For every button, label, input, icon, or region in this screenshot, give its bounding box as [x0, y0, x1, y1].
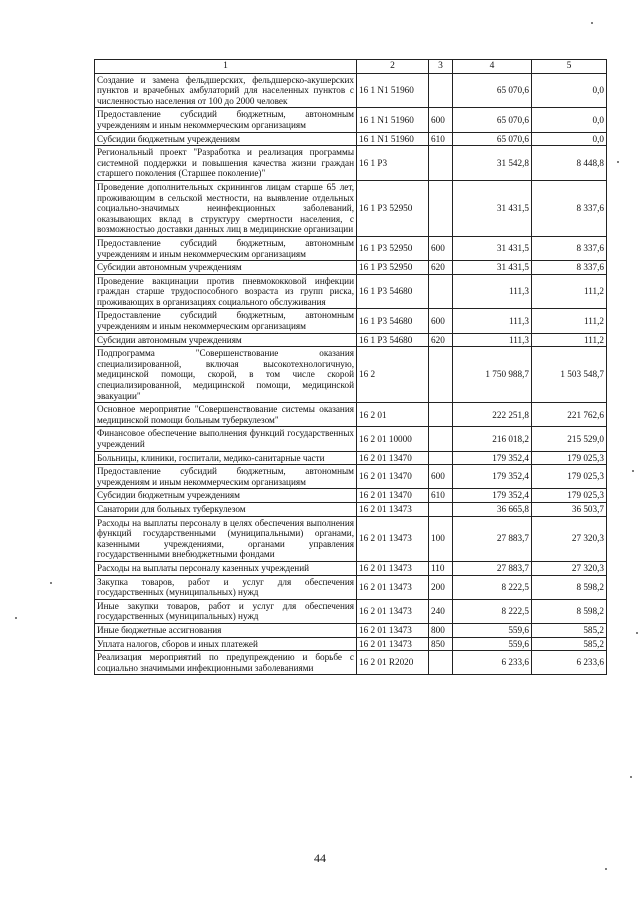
- header-cell: 1: [95, 60, 357, 74]
- row-name-cell: Закупка товаров, работ и услуг для обеспечения государственных (муниципальных) нужд: [95, 575, 357, 599]
- table-row: [95, 347, 607, 403]
- row-kvr-cell: 600: [429, 236, 453, 260]
- row-name-cell: Региональный проект "Разработка и реализация программы системной поддержки и повышения качества жизни граждан старшего поколения (Старшее поколение)": [95, 146, 357, 181]
- table-row: [95, 489, 607, 503]
- row-kvr-cell: 850: [429, 637, 453, 651]
- budget-table: [94, 59, 607, 675]
- row-kvr-cell: [429, 403, 453, 427]
- row-code-cell: 16 1 N1 51960: [357, 73, 429, 108]
- table-row: [95, 132, 607, 146]
- table-row: [95, 73, 607, 108]
- table-row: [95, 274, 607, 309]
- row-code-cell: 16 1 P3 54680: [357, 274, 429, 309]
- row-name-cell: Иные закупки товаров, работ и услуг для обеспечения государственных (муниципальных) нужд: [95, 599, 357, 623]
- row-amount-2020-cell: 111,3: [453, 333, 532, 347]
- row-kvr-cell: 800: [429, 623, 453, 637]
- row-amount-2021-cell: 111,2: [532, 274, 607, 309]
- table-row: [95, 146, 607, 181]
- row-kvr-cell: [429, 274, 453, 309]
- table-row: [95, 108, 607, 132]
- row-kvr-cell: 200: [429, 575, 453, 599]
- row-name-cell: Уплата налогов, сборов и иных платежей: [95, 637, 357, 651]
- table-row: [95, 451, 607, 465]
- table-row: [95, 637, 607, 651]
- row-kvr-cell: 100: [429, 516, 453, 561]
- row-name-cell: Иные бюджетные ассигнования: [95, 623, 357, 637]
- row-code-cell: 16 1 P3 52950: [357, 261, 429, 275]
- row-amount-2020-cell: 31 431,5: [453, 261, 532, 275]
- row-amount-2020-cell: 8 222,5: [453, 599, 532, 623]
- table-row: [95, 403, 607, 427]
- row-code-cell: 16 2 01 13470: [357, 451, 429, 465]
- row-kvr-cell: [429, 146, 453, 181]
- row-name-cell: Расходы на выплаты персоналу в целях обеспечения выполнения функций государственными (муниципальными) органами, казенными учреждениями, органами управления государственными внебюджетными фондами: [95, 516, 357, 561]
- row-kvr-cell: 620: [429, 261, 453, 275]
- row-amount-2020-cell: 216 018,2: [453, 427, 532, 451]
- row-amount-2020-cell: 27 883,7: [453, 516, 532, 561]
- row-code-cell: 16 2 01 10000: [357, 427, 429, 451]
- row-kvr-cell: [429, 451, 453, 465]
- row-name-cell: Реализация мероприятий по предупреждению и борьбе с социально значимыми инфекционными заболеваниями: [95, 651, 357, 675]
- row-amount-2020-cell: 559,6: [453, 623, 532, 637]
- row-amount-2020-cell: 179 352,4: [453, 451, 532, 465]
- row-amount-2020-cell: 179 352,4: [453, 489, 532, 503]
- table-row: [95, 623, 607, 637]
- row-code-cell: 16 1 P3: [357, 146, 429, 181]
- row-kvr-cell: 610: [429, 489, 453, 503]
- row-code-cell: 16 2 01 R2020: [357, 651, 429, 675]
- table-row: [95, 599, 607, 623]
- row-amount-2021-cell: 8 337,6: [532, 236, 607, 260]
- row-name-cell: Предоставление субсидий бюджетным, автономным учреждениям и иным некоммерческим организациям: [95, 236, 357, 260]
- row-kvr-cell: 600: [429, 465, 453, 489]
- row-amount-2020-cell: 65 070,6: [453, 73, 532, 108]
- scan-speck: [50, 582, 52, 584]
- row-amount-2021-cell: 111,2: [532, 309, 607, 333]
- row-amount-2021-cell: 0,0: [532, 73, 607, 108]
- table-row: [95, 427, 607, 451]
- row-amount-2021-cell: 179 025,3: [532, 465, 607, 489]
- row-amount-2020-cell: 31 431,5: [453, 236, 532, 260]
- row-code-cell: 16 1 N1 51960: [357, 108, 429, 132]
- row-kvr-cell: 620: [429, 333, 453, 347]
- table-row: [95, 575, 607, 599]
- row-name-cell: Субсидии автономным учреждениям: [95, 333, 357, 347]
- row-code-cell: 16 2 01 13473: [357, 575, 429, 599]
- row-amount-2021-cell: 8 337,6: [532, 261, 607, 275]
- row-amount-2021-cell: 8 337,6: [532, 180, 607, 236]
- row-code-cell: 16 2 01 13470: [357, 465, 429, 489]
- scan-speck: [15, 617, 17, 619]
- row-kvr-cell: [429, 502, 453, 516]
- row-amount-2021-cell: 0,0: [532, 132, 607, 146]
- row-code-cell: 16 1 P3 52950: [357, 236, 429, 260]
- row-amount-2021-cell: 36 503,7: [532, 502, 607, 516]
- row-amount-2020-cell: 179 352,4: [453, 465, 532, 489]
- table-row: [95, 561, 607, 575]
- row-name-cell: Проведение дополнительных скринингов лицам старше 65 лет, проживающим в сельской местности, на выявление отдельных социально-значимых неинфекционных заболеваний, оказывающих вклад в структуру смертности населения, с возможностью доставки данных лиц в медицинские организации: [95, 180, 357, 236]
- row-amount-2020-cell: 31 431,5: [453, 180, 532, 236]
- row-kvr-cell: 110: [429, 561, 453, 575]
- row-name-cell: Санатории для больных туберкулезом: [95, 502, 357, 516]
- row-amount-2021-cell: 111,2: [532, 333, 607, 347]
- row-amount-2021-cell: 6 233,6: [532, 651, 607, 675]
- row-amount-2021-cell: 8 598,2: [532, 575, 607, 599]
- row-kvr-cell: 600: [429, 108, 453, 132]
- row-name-cell: Больницы, клиники, госпитали, медико-санитарные части: [95, 451, 357, 465]
- row-amount-2020-cell: 65 070,6: [453, 108, 532, 132]
- row-kvr-cell: 240: [429, 599, 453, 623]
- header-cell: 4: [453, 60, 532, 74]
- row-amount-2021-cell: 585,2: [532, 623, 607, 637]
- row-amount-2021-cell: 0,0: [532, 108, 607, 132]
- row-amount-2021-cell: 8 598,2: [532, 599, 607, 623]
- row-amount-2020-cell: 111,3: [453, 309, 532, 333]
- row-amount-2021-cell: 27 320,3: [532, 561, 607, 575]
- row-amount-2020-cell: 559,6: [453, 637, 532, 651]
- header-cell: 2: [357, 60, 429, 74]
- scan-speck: [605, 868, 607, 870]
- row-amount-2020-cell: 111,3: [453, 274, 532, 309]
- row-code-cell: 16 1 P3 54680: [357, 309, 429, 333]
- row-name-cell: Субсидии бюджетным учреждениям: [95, 489, 357, 503]
- row-code-cell: 16 2 01 13470: [357, 489, 429, 503]
- scan-speck: [632, 470, 634, 472]
- row-code-cell: 16 2 01 13473: [357, 561, 429, 575]
- row-kvr-cell: [429, 651, 453, 675]
- row-amount-2020-cell: 27 883,7: [453, 561, 532, 575]
- row-amount-2020-cell: 8 222,5: [453, 575, 532, 599]
- table-row: [95, 333, 607, 347]
- table-row: [95, 261, 607, 275]
- row-name-cell: Финансовое обеспечение выполнения функций государственных учреждений: [95, 427, 357, 451]
- row-amount-2021-cell: 585,2: [532, 637, 607, 651]
- table-row: [95, 236, 607, 260]
- scan-speck: [630, 776, 632, 778]
- scan-speck: [636, 632, 638, 634]
- header-cell: 3: [429, 60, 453, 74]
- row-amount-2020-cell: 31 542,8: [453, 146, 532, 181]
- table-row: [95, 502, 607, 516]
- row-amount-2020-cell: 65 070,6: [453, 132, 532, 146]
- row-code-cell: 16 2 01 13473: [357, 502, 429, 516]
- row-code-cell: 16 2 01 13473: [357, 623, 429, 637]
- row-kvr-cell: [429, 73, 453, 108]
- row-amount-2021-cell: 1 503 548,7: [532, 347, 607, 403]
- row-code-cell: 16 2: [357, 347, 429, 403]
- table-header-row: [95, 60, 607, 74]
- row-name-cell: Основное мероприятие "Совершенствование системы оказания медицинской помощи больным туберкулезом": [95, 403, 357, 427]
- row-name-cell: Предоставление субсидий бюджетным, автономным учреждениям и иным некоммерческим организациям: [95, 108, 357, 132]
- row-amount-2020-cell: 36 665,8: [453, 502, 532, 516]
- row-kvr-cell: [429, 347, 453, 403]
- table-row: [95, 309, 607, 333]
- table-row: [95, 180, 607, 236]
- row-code-cell: 16 2 01 13473: [357, 516, 429, 561]
- row-code-cell: 16 2 01: [357, 403, 429, 427]
- row-amount-2020-cell: 1 750 988,7: [453, 347, 532, 403]
- row-name-cell: Создание и замена фельдшерских, фельдшерско-акушерских пунктов и врачебных амбулаторий для населенных пунктов с численностью населения от 100 до 2000 человек: [95, 73, 357, 108]
- row-name-cell: Субсидии бюджетным учреждениям: [95, 132, 357, 146]
- row-kvr-cell: 600: [429, 309, 453, 333]
- row-amount-2021-cell: 215 529,0: [532, 427, 607, 451]
- row-name-cell: Проведение вакцинации против пневмококковой инфекции граждан старше трудоспособного возраста из групп риска, проживающих в организациях социального обслуживания: [95, 274, 357, 309]
- row-kvr-cell: 610: [429, 132, 453, 146]
- row-amount-2021-cell: 8 448,8: [532, 146, 607, 181]
- row-code-cell: 16 1 P3 54680: [357, 333, 429, 347]
- table-row: [95, 516, 607, 561]
- row-name-cell: Расходы на выплаты персоналу казенных учреждений: [95, 561, 357, 575]
- row-amount-2020-cell: 222 251,8: [453, 403, 532, 427]
- row-amount-2020-cell: 6 233,6: [453, 651, 532, 675]
- scan-speck: [617, 161, 619, 163]
- row-amount-2021-cell: 27 320,3: [532, 516, 607, 561]
- row-code-cell: 16 1 N1 51960: [357, 132, 429, 146]
- row-name-cell: Предоставление субсидий бюджетным, автономным учреждениям и иным некоммерческим организациям: [95, 465, 357, 489]
- row-kvr-cell: [429, 427, 453, 451]
- row-name-cell: Предоставление субсидий бюджетным, автономным учреждениям и иным некоммерческим организациям: [95, 309, 357, 333]
- header-cell: 5: [532, 60, 607, 74]
- row-code-cell: 16 2 01 13473: [357, 637, 429, 651]
- scan-speck: [591, 22, 593, 24]
- row-amount-2021-cell: 179 025,3: [532, 489, 607, 503]
- row-name-cell: Подпрограмма "Совершенствование оказания специализированной, включая высокотехнологичную, медицинской помощи, скорой, в том числе скорой специализированной, медицинской помощи, медицинской эвакуации": [95, 347, 357, 403]
- row-kvr-cell: [429, 180, 453, 236]
- table-row: [95, 465, 607, 489]
- row-name-cell: Субсидии автономным учреждениям: [95, 261, 357, 275]
- row-amount-2021-cell: 179 025,3: [532, 451, 607, 465]
- table-row: [95, 651, 607, 675]
- row-code-cell: 16 2 01 13473: [357, 599, 429, 623]
- row-code-cell: 16 1 P3 52950: [357, 180, 429, 236]
- page-number: 44: [314, 851, 326, 865]
- row-amount-2021-cell: 221 762,6: [532, 403, 607, 427]
